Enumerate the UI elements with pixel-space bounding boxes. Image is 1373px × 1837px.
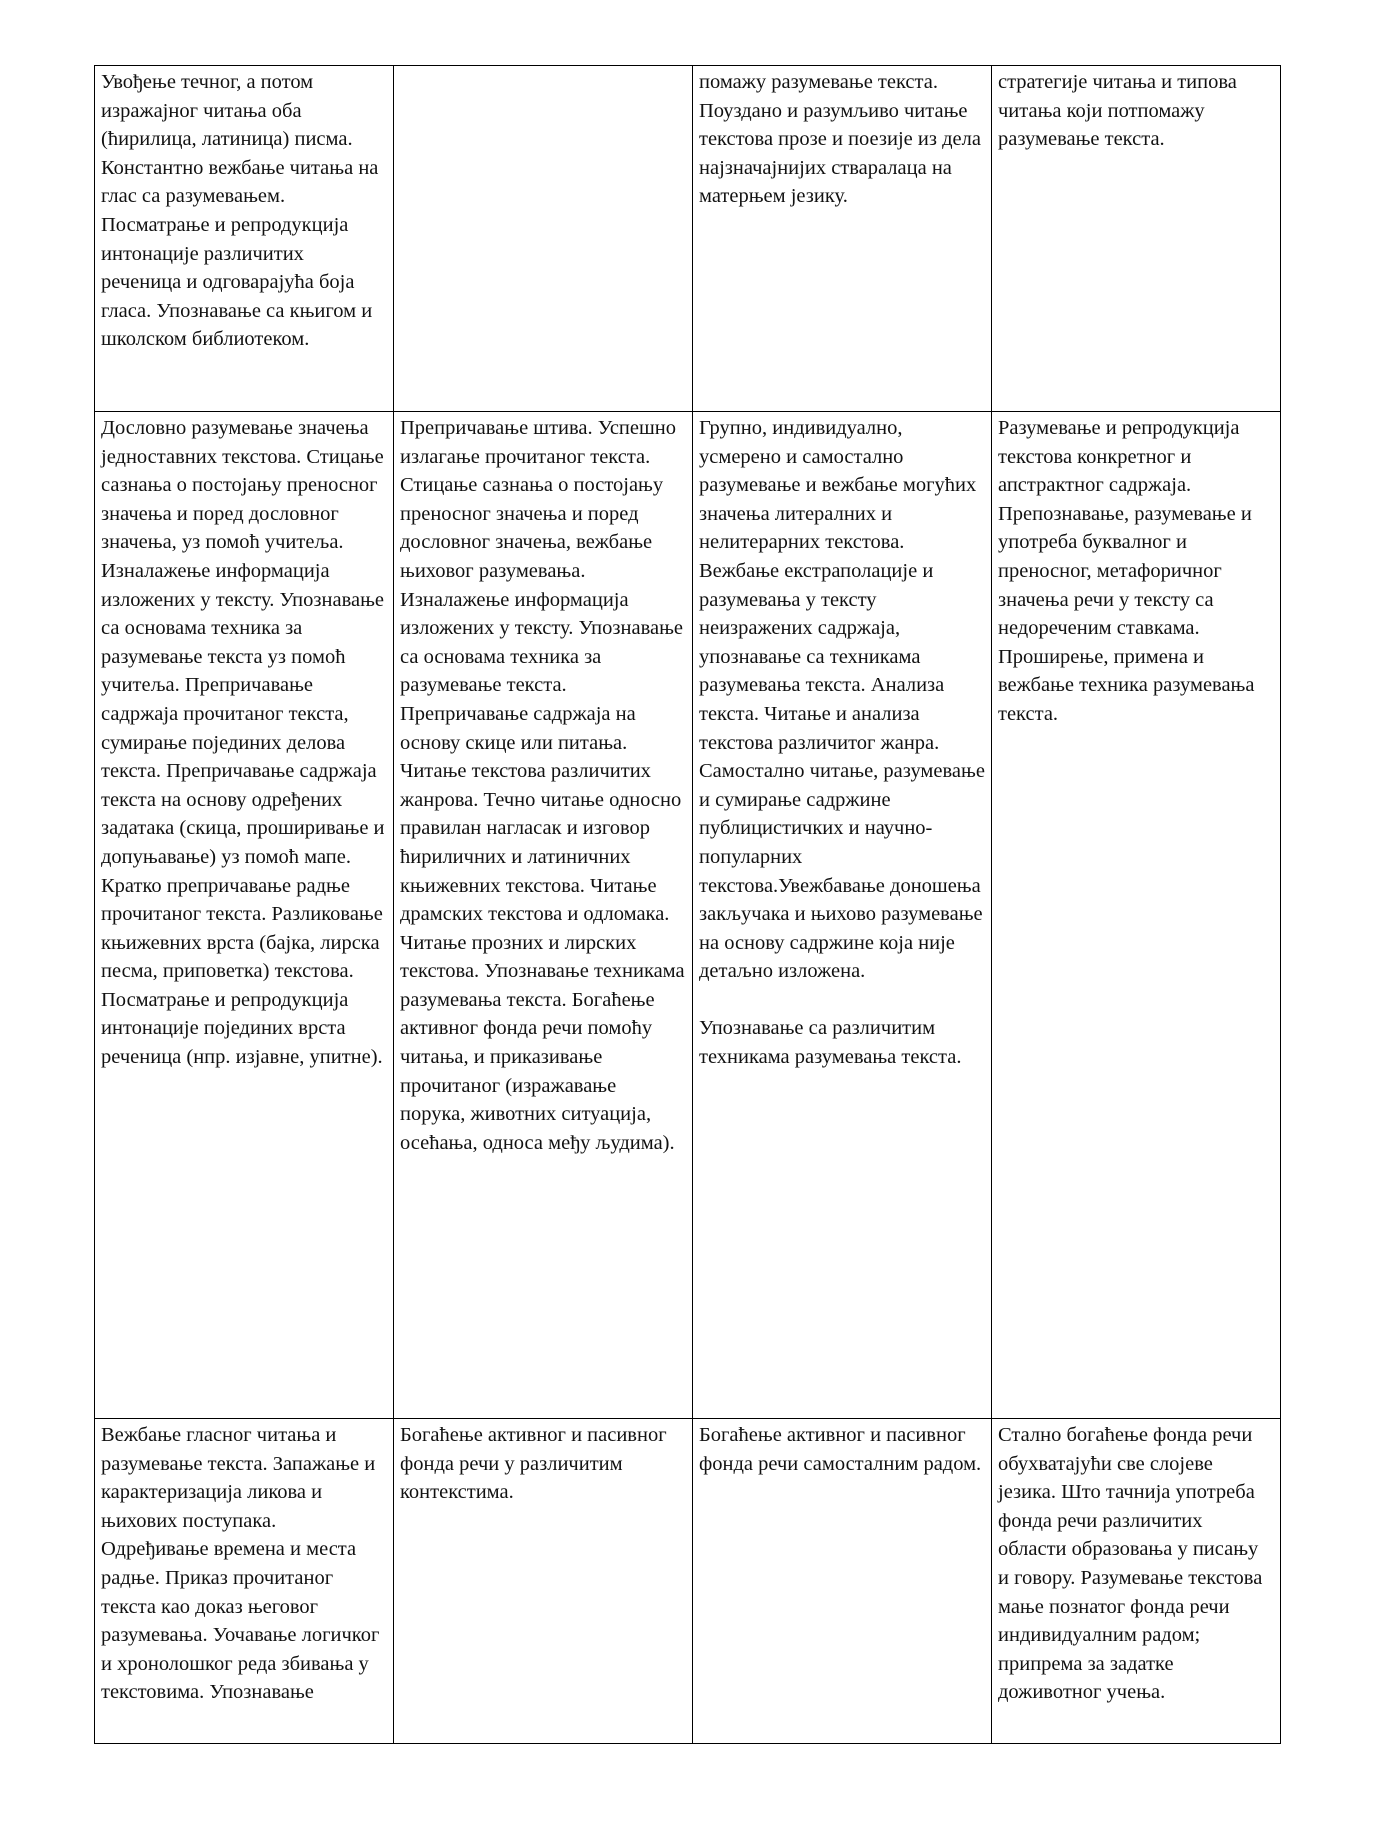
table-cell: Групно, индивидуално, усмерено и самостално разумевање и вежбање могућих значења литералних и нелитерарних текстова. Вежбање екстраполације и разумевања у тексту неизражених садржаја, упознавање са техникама разумевања текста. Анализа текста. Читање и анализа текстова различитог жанра. Самостално читање, разумевање и сумирање садржине публицистичких и научно-популарних текстова.Увежбавање доношења закључака и њихово разумевање на основу садржине која није детаљно изложена. Упознавање са различитим техникама разумевања текста. bbox=[693, 412, 992, 1419]
table-cell: Разумевање и репродукција текстова конкретног и апстрактног садржаја. Препознавање, разумевање и употреба буквалног и преносног, метафоричног значења речи у тексту са недореченим ставкама. Проширење, примена и вежбање техника разумевања текста. bbox=[992, 412, 1281, 1419]
curriculum-table bbox=[94, 65, 1281, 1744]
table-row bbox=[95, 412, 1281, 1419]
table-cell bbox=[394, 66, 693, 412]
table-cell: стратегије читања и типова читања који потпомажу разумевање текста. bbox=[992, 66, 1281, 412]
table-cell: Богаћење активног и пасивног фонда речи самосталним радом. bbox=[693, 1419, 992, 1744]
table-cell: Стално богаћење фонда речи обухватајући све слојеве језика. Што тачнија употреба фонда речи различитих области образовања у писању и говору. Разумевање текстова мање познатог фонда речи индивидуалним радом; припрема за задатке доживотног учења. bbox=[992, 1419, 1281, 1744]
table-cell: Богаћење активног и пасивног фонда речи у различитим контекстима. bbox=[394, 1419, 693, 1744]
table-cell: помажу разумевање текста. Поуздано и разумљиво читање текстова прозе и поезије из дела најзначајнијих стваралаца на матерњем језику. bbox=[693, 66, 992, 412]
table-cell: Препричавање штива. Успешно излагање прочитаног текста. Стицање сазнања о постојању преносног значења и поред дословног значења, вежбање њиховог разумевања. Изналажење информација изложених у тексту. Упознавање са основама техника за разумевање текста. Препричавање садржаја на основу скице или питања. Читање текстова различитих жанрова. Течно читање односно правилан нагласак и изговор ћириличних и латиничних књижевних текстова. Читање драмских текстова и одломака. Читање прозних и лирских текстова. Упознавање техникама разумевања текста. Богаћење активног фонда речи помоћу читања, и приказивање прочитаног (изражавање порука, животних ситуација, осећања, односа међу људима). bbox=[394, 412, 693, 1419]
table-cell: Вежбање гласног читања и разумевање текста. Запажање и карактеризација ликова и њихових поступака. Одређивање времена и места радње. Приказ прочитаног текста као доказ његовог разумевања. Уочавање логичког и хронолошког реда збивања у текстовима. Упознавање bbox=[95, 1419, 394, 1744]
table-row bbox=[95, 1419, 1281, 1744]
table-row bbox=[95, 66, 1281, 412]
table-cell: Дословно разумевање значења једноставних текстова. Стицање сазнања о постојању преносног значења и поред дословног значења, уз помоћ учитеља. Изналажење информација изложених у тексту. Упознавање са основама техника за разумевање текста уз помоћ учитеља. Препричавање садржаја прочитаног текста, сумирање појединих делова текста. Препричавање садржаја текста на основу одређених задатака (скица, проширивање и допуњавање) уз помоћ мапе. Кратко препричавање радње прочитаног текста. Разликовање књижевних врста (бајка, лирска песма, приповетка) текстова. Посматрање и репродукција интонације појединих врста реченица (нпр. изјавне, упитне). bbox=[95, 412, 394, 1419]
table-cell: Увођење течног, а потом изражајног читања оба (ћирилица, латиница) писма. Константно вежбање читања на глас са разумевањем. Посматрање и репродукција интонације различитих реченица и одговарајућа боја гласа. Упознавање са књигом и школском библиотеком. bbox=[95, 66, 394, 412]
